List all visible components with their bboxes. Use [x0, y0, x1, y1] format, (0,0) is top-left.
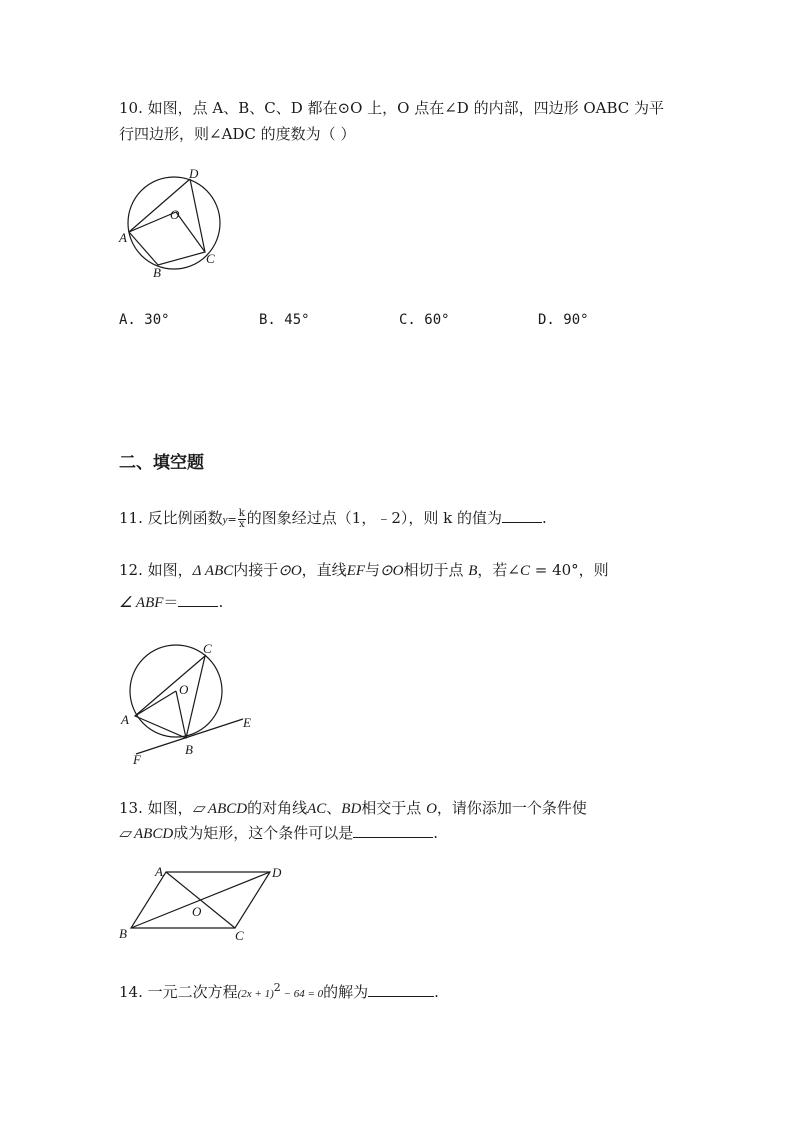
q12-equals: ＝ — [163, 593, 179, 611]
q11-fraction — [238, 509, 246, 530]
q13-parallelogram: ▱ ABCD — [192, 801, 248, 817]
q13-diagonal-ac: AC — [307, 801, 327, 817]
q13-text-a: 13. 如图， — [119, 799, 193, 817]
q11-suffix: 的图象经过点（1，﹣2），则 k 的值为 — [246, 509, 503, 527]
q11-numerator: k — [238, 507, 245, 519]
q12-line1 — [119, 560, 609, 581]
q13-separator: 、 — [326, 799, 342, 817]
q11-end: . — [542, 509, 547, 527]
q11-y: y — [222, 514, 228, 526]
q12-answer-blank — [178, 592, 218, 607]
q12-line-ef: EF — [346, 563, 366, 579]
q13-text-b: 的对角线 — [247, 799, 308, 817]
q12-label-E: E — [243, 715, 251, 730]
q14-answer-blank — [368, 982, 434, 997]
q11-eq: = — [227, 513, 237, 526]
q14-end: . — [434, 983, 439, 1001]
q12-point-b: B — [468, 563, 478, 579]
q13-label-A: A — [155, 864, 163, 879]
q12-line2 — [119, 592, 223, 613]
q12-circle-o: ⊙O — [278, 563, 302, 579]
q10-option-c: C. 60° — [399, 312, 450, 328]
q12-circle-o-2: ⊙O — [380, 563, 404, 579]
q14 — [119, 978, 439, 1004]
q12-end: . — [218, 593, 224, 611]
q13-line1 — [119, 798, 587, 819]
q13-answer-blank — [353, 823, 433, 838]
q13-parallelogram-2: ▱ ABCD — [119, 826, 174, 842]
q10-line2: 行四边形，则∠ADC 的度数为（ ） — [119, 125, 356, 143]
q12-label-O: O — [179, 682, 189, 697]
q12-radius-oa — [135, 691, 176, 716]
q12-text-f: ，若∠ — [477, 561, 520, 579]
q14-expr-a: (2x + 1) — [237, 988, 274, 1000]
q12-text-b: 内接于 — [233, 561, 279, 579]
q14-suffix: 的解为 — [323, 983, 369, 1001]
q12-angle-c: C — [519, 563, 530, 579]
q13-label-O: O — [192, 904, 202, 919]
q14-prefix: 14. 一元二次方程 — [119, 983, 238, 1001]
q10-line1: 10. 如图，点 A、B、C、D 都在⊙O 上，O 点在∠D 的内部，四边形 OABC 为平 — [119, 99, 665, 117]
q10-option-d: D. 90° — [538, 312, 589, 328]
q12-text-c: ，直线 — [301, 561, 347, 579]
q10-label-A: A — [119, 230, 127, 245]
q12-label-C: C — [203, 641, 212, 656]
q10-label-B: B — [153, 265, 161, 280]
q13-line2 — [119, 823, 438, 844]
q12-angle-abf: ∠ ABF — [119, 595, 164, 611]
q10-label-C: C — [206, 251, 215, 266]
q10-parallelogram-OABC — [129, 212, 205, 265]
q12-label-A: A — [121, 712, 129, 727]
q13-label-B: B — [119, 926, 127, 941]
q13-text-c: 相交于点 — [361, 799, 427, 817]
q10-figure — [110, 160, 240, 285]
q10-label-O: O — [170, 207, 180, 222]
q12-text-e: 相切于点 — [403, 561, 469, 579]
q11-denominator: x — [238, 518, 245, 530]
q12-label-F: F — [133, 752, 141, 767]
q12-triangle: Δ ABC — [192, 563, 234, 579]
q14-exponent: 2 — [273, 981, 281, 994]
q13-label-C: C — [235, 928, 244, 943]
section-title-fill-in: 二、填空题 — [119, 453, 204, 473]
q13-label-D: D — [272, 865, 282, 880]
q13-diagonal-bd: BD — [341, 801, 362, 817]
q12-text-g: = 40°，则 — [529, 561, 609, 579]
q10-line-DA — [129, 179, 190, 232]
q12-radius-ob — [176, 691, 186, 738]
q13-point-o: O — [426, 801, 437, 817]
q11-answer-blank — [502, 508, 542, 523]
q13-text-d: ，请你添加一个条件使 — [436, 799, 587, 817]
q12-figure — [118, 636, 268, 771]
q11 — [119, 508, 547, 530]
q12-label-B: B — [185, 742, 193, 757]
q10-label-D: D — [189, 166, 199, 181]
q13-figure — [118, 862, 293, 947]
q13-diagonal-bd-line — [131, 872, 270, 928]
q11-prefix: 11. 反比例函数 — [119, 509, 223, 527]
q13-end: . — [433, 824, 438, 842]
q10-option-a: A. 30° — [119, 312, 170, 328]
q13-text-e: 成为矩形，这个条件可以是 — [173, 824, 354, 842]
q12-text-a: 12. 如图， — [119, 561, 193, 579]
q10-option-b: B. 45° — [259, 312, 310, 328]
q14-expr-b: − 64 = 0 — [280, 988, 324, 1000]
q12-text-d: 与 — [365, 561, 381, 579]
